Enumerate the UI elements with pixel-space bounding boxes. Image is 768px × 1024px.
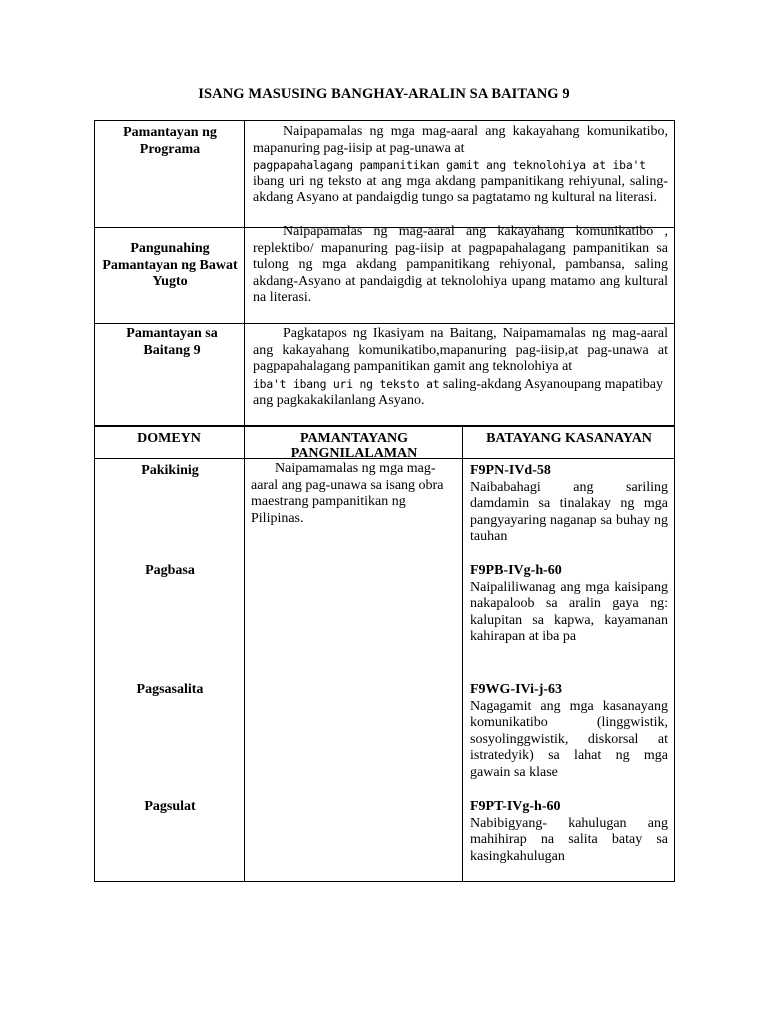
skill-text-pagsulat: Nabibigyang- kahulugan ang mahihirap na salita batay sa kasingkahulugan: [470, 815, 668, 864]
label-pangunahing-pamantayan: Pangunahing Pamantayan ng Bawat Yugto: [102, 241, 238, 289]
skill-pagsasalita: [470, 682, 668, 781]
header-batayang-kasanayan: BATAYANG KASANAYAN: [486, 431, 652, 446]
baitang-text-part-a: Pagkatapos ng Ikasiyam na Baitang, Naipamamalas ng mag-aaral ang kakayahang komunikatibo,mapanuring pag-iisip,at pag-unawa at pagpapahalagang pampanitikan gamit ang teknolohiya at: [253, 326, 668, 374]
code-pagsulat: F9PT-IVg-h-60: [470, 799, 561, 814]
header-domeyn: DOMEYN: [137, 431, 201, 446]
domain-pagbasa: Pagbasa: [145, 563, 195, 578]
header-pamantayang-pangnilalaman: PAMANTAYANG PANGNILALAMAN: [290, 431, 418, 461]
programa-text-part-c: ibang uri ng teksto at ang mga akdang pampanitikang rehiyunal, saling-akdang Asyano at pandaigdig tungo sa pagtatamo ng kultural na literasi.: [253, 173, 668, 205]
domain-pagsasalita: Pagsasalita: [136, 682, 204, 697]
standards-column-divider: [244, 120, 245, 426]
content-standard-text: Naipamamalas ng mga mag-aaral ang pag-unawa sa isang obra maestrang pampanitikan ng Pilipinas.: [251, 461, 444, 526]
programa-text-part-b: pagpapahalagang pampanitikan gamit ang teknolohiya at iba't: [253, 158, 646, 172]
skill-text-pagsasalita: Nagagamit ang mga kasanayang komunikatibo (linggwistik, sosyolinggwistik, diskorsal at istratedyik) sa lahat ng mga gawain sa klase: [470, 698, 668, 780]
baitang-text-part-c-1: saling-akdang Asyanoupang mapatibay: [442, 376, 663, 392]
document-title: ISANG MASUSING BANGHAY-ARALIN SA BAITANG 9: [198, 86, 570, 102]
skill-pagsulat: [470, 799, 668, 865]
code-pagbasa: F9PB-IVg-h-60: [470, 563, 562, 578]
domain-pagsulat: Pagsulat: [144, 799, 196, 814]
baitang-text-part-c-2: ang pagkakakilanlang Asyano.: [253, 393, 425, 408]
label-pamantayan-sa-baitang-9: Pamantayan sa Baitang 9: [126, 326, 218, 358]
text-pangunahing-pamantayan: Naipapamalas ng mag-aaral ang kakayahang komunikatibo , replektibo/ mapanuring pag-iisip at pagpapahalagang pampanitikan sa tulong ng mga akdang pampanitikang rehiyonal, pambansa, saling akdang-Asyano at pandaigdig at teknolohiya upang matamo ang kultural na literasi.: [253, 224, 668, 305]
code-pagsasalita: F9WG-IVi-j-63: [470, 682, 563, 697]
code-pakikinig: F9PN-IVd-58: [470, 463, 551, 478]
competency-divider-2: [462, 426, 463, 882]
row-divider-2: [94, 323, 675, 324]
skill-text-pakikinig: Naibabahagi ang sariling damdamin sa tinalakay ng mga pangyayaring naganap sa buhay ng tauhan: [470, 479, 668, 544]
programa-text-part-a: Naipapamalas ng mga mag-aaral ang kakayahang komunikatibo, mapanuring pag-iisip at pag-unawa at: [253, 124, 668, 156]
skill-pakikinig: [470, 463, 668, 546]
domain-pakikinig: Pakikinig: [141, 463, 199, 478]
label-pamantayan-ng-programa: Pamantayan ng Programa: [123, 125, 217, 157]
skill-pagbasa: [470, 563, 668, 646]
baitang-text-part-bc: [253, 376, 668, 394]
skill-text-pagbasa: Naipaliliwanag ang mga kaisipang nakapaloob sa aralin gaya ng: kalupitan sa kapwa, kayamanan kahirapan at iba pa: [470, 579, 668, 644]
text-pamantayan-sa-baitang-9: [253, 326, 668, 410]
text-pamantayan-ng-programa: [253, 124, 668, 207]
baitang-text-part-b: iba't ibang uri ng teksto at: [253, 376, 440, 391]
competency-divider-1: [244, 426, 245, 882]
